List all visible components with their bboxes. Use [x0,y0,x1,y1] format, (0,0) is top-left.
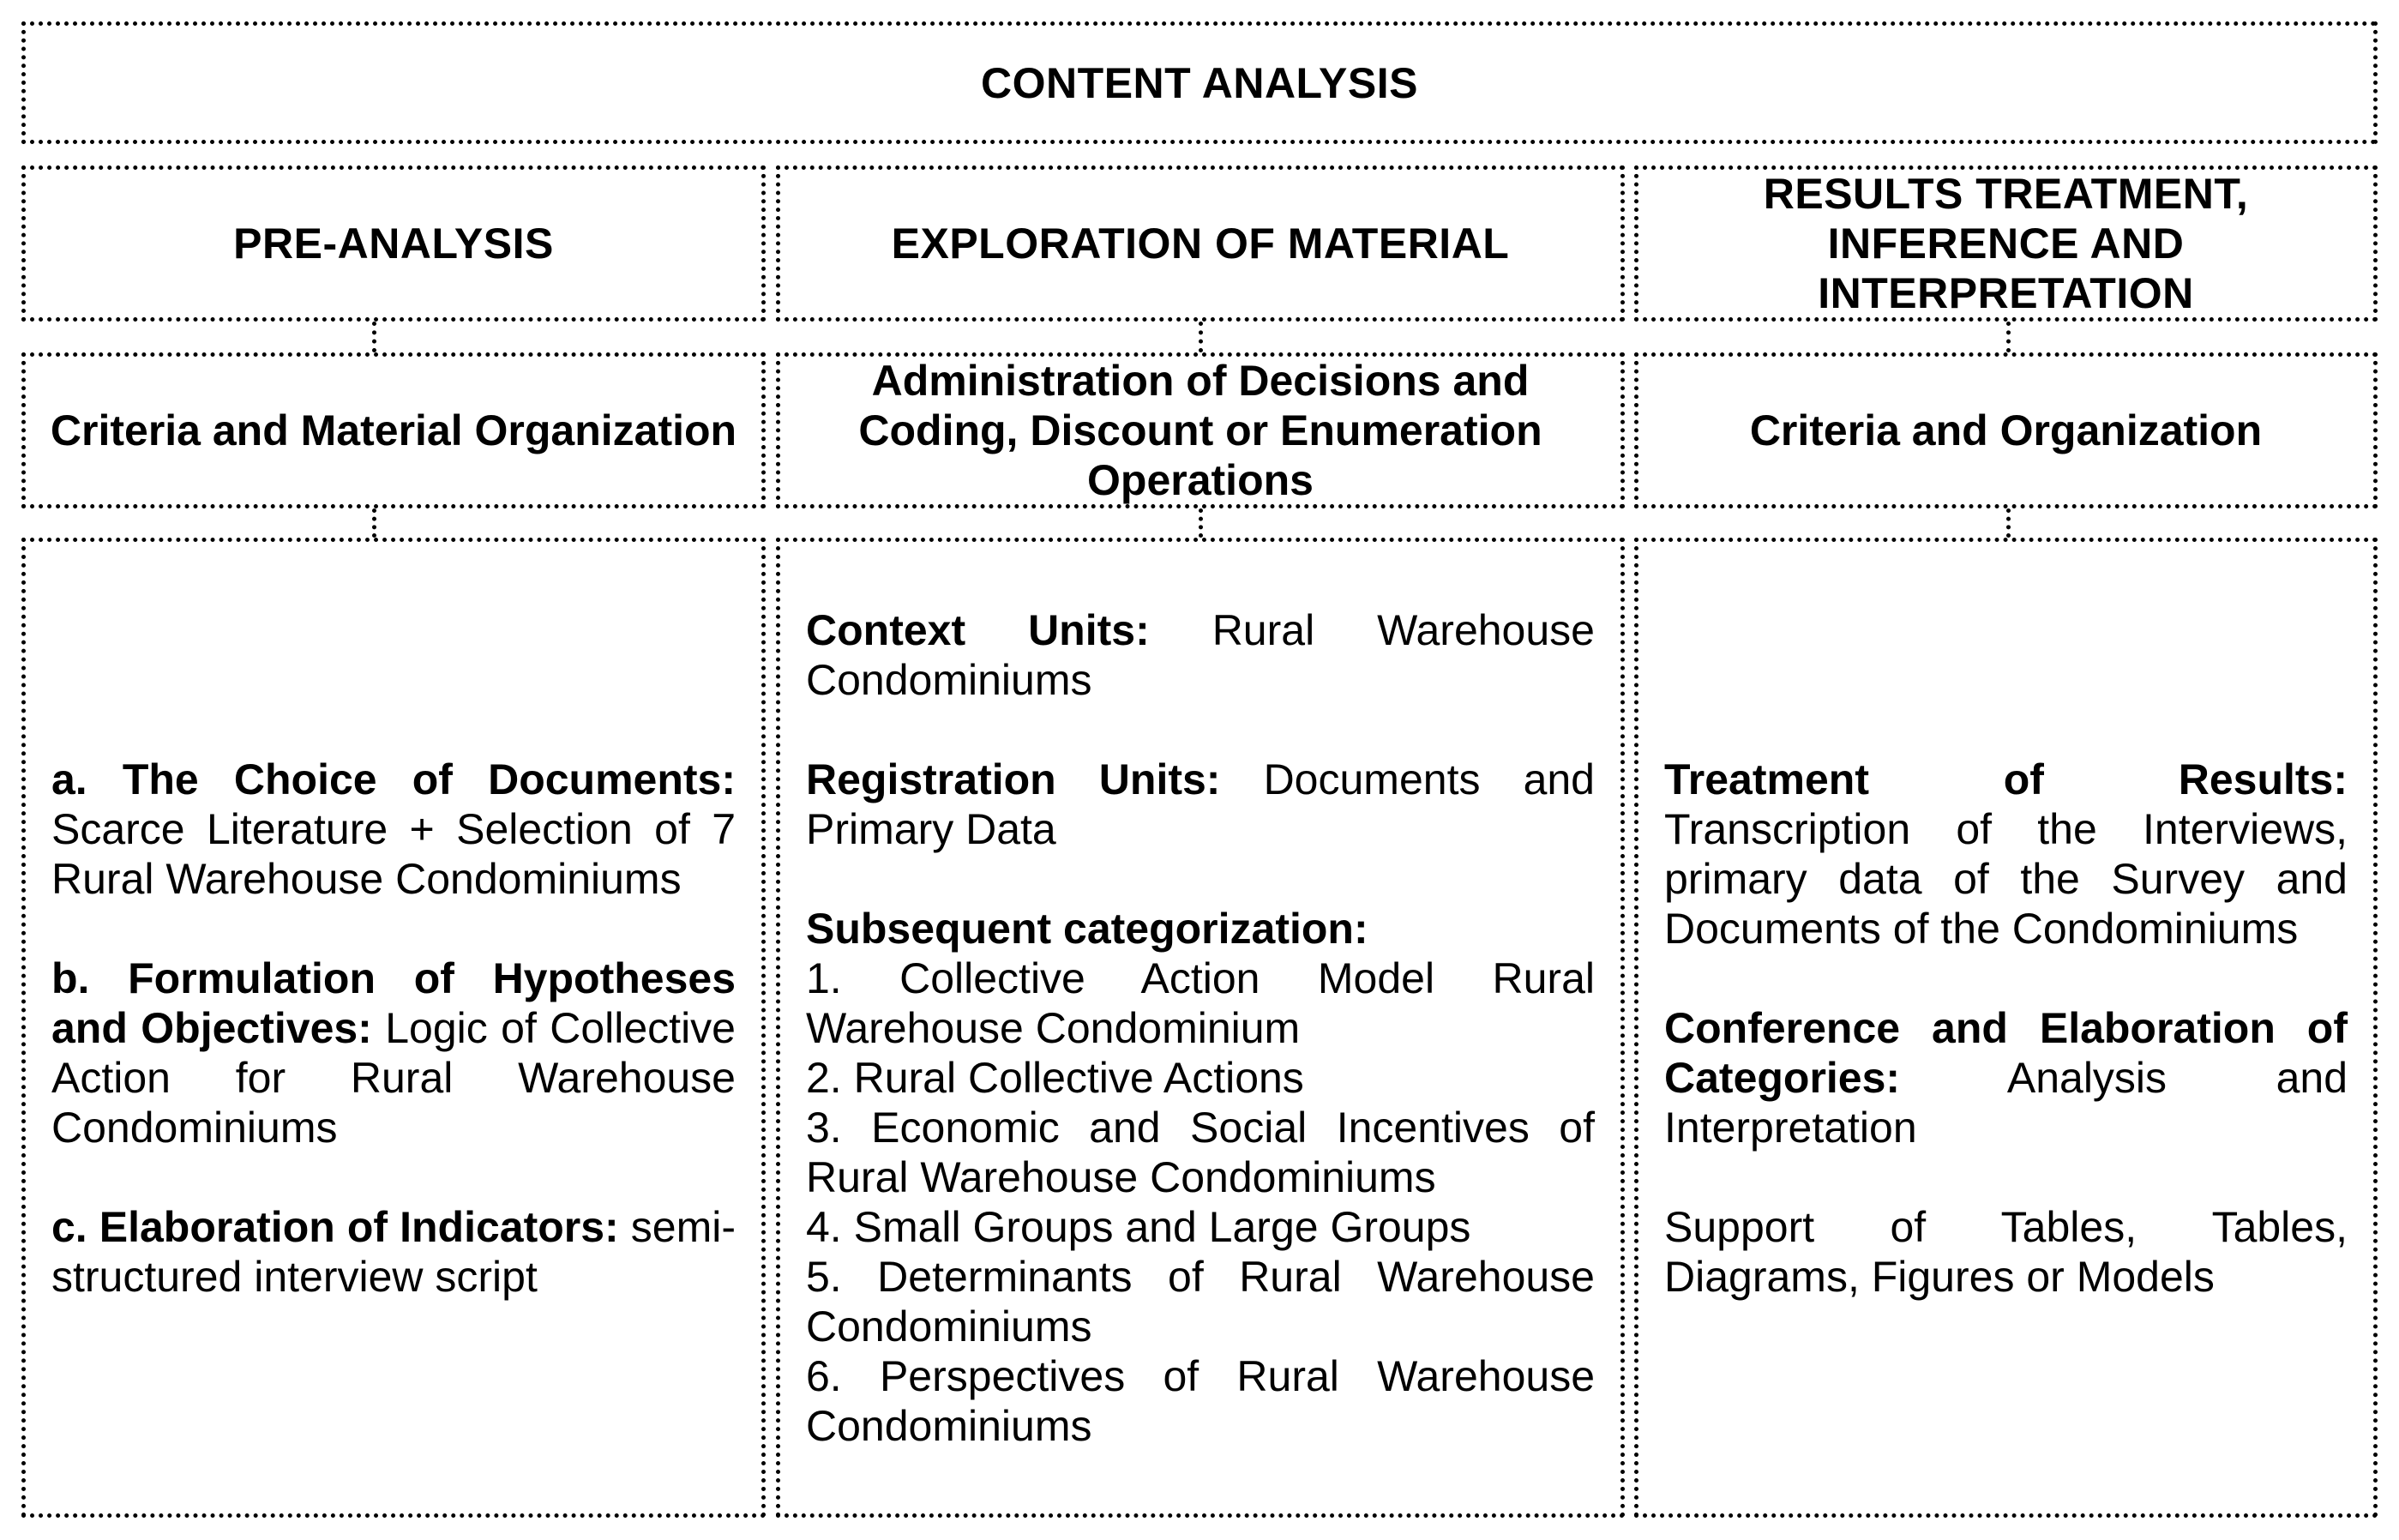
connector-pre-analysis-2 [372,508,376,538]
pre-analysis-item [51,755,736,904]
category-list-item: 6. Perspectives of Rural Warehouse Condominiums [806,1351,1595,1450]
connector-pre-analysis-1 [372,322,376,352]
connector-exploration-1 [1199,322,1203,352]
category-list-item: 2. Rural Collective Actions [806,1053,1304,1102]
item-text: Documents and Primary Data [806,755,1595,853]
exploration-subheading: Administration of Decisions and Coding, Discount or Enumeration Operations [858,357,1542,504]
pre-analysis-subheading: Criteria and Material Organization [50,406,737,454]
item-label: Context Units: [806,605,1150,654]
exploration-item [806,904,1595,953]
category-list-item: 4. Small Groups and Large Groups [806,1202,1471,1251]
results-content-box [1634,538,2378,1518]
exploration-content-box [776,538,1625,1518]
results-heading: RESULTS TREATMENT, INFERENCE AND INTERPRETATION [1763,170,2249,317]
connector-results-1 [2006,322,2011,352]
results-subheading: Criteria and Organization [1749,406,2263,454]
exploration-item [806,605,1595,705]
exploration-heading: EXPLORATION OF MATERIAL [891,220,1510,268]
item-text: Scarce Literature + Selection of 7 Rural Warehouse Condominiums [51,804,736,903]
item-text: Rural Warehouse Condominiums [806,605,1595,704]
results-subheading-box [1634,352,2378,508]
pre-analysis-item [51,1202,736,1302]
results-heading-box [1634,165,2378,322]
diagram-title: CONTENT ANALYSIS [981,58,1418,107]
pre-analysis-heading-box [21,165,766,322]
results-item [1664,1003,2348,1152]
category-list-item: 3. Economic and Social Incentives of Rural Warehouse Condominiums [806,1103,1595,1201]
connector-results-2 [2006,508,2011,538]
item-label: a. The Choice of Documents: [51,755,736,803]
pre-analysis-item [51,953,736,1152]
item-label: Registration Units: [806,755,1221,803]
item-label: Treatment of Results: [1664,755,2348,803]
pre-analysis-subheading-box [21,352,766,508]
category-list-item: 5. Determinants of Rural Warehouse Condominiums [806,1252,1595,1351]
connector-exploration-2 [1199,508,1203,538]
item-text: Support of Tables, Tables, Diagrams, Figures or Models [1664,1202,2348,1301]
content-analysis-title-box [21,21,2378,144]
item-label: Conference and Elaboration of Categories: [1664,1003,2348,1102]
exploration-heading-box [776,165,1625,322]
pre-analysis-content-box [21,538,766,1518]
item-label: Subsequent categorization: [806,904,1368,953]
results-item [1664,1202,2348,1302]
item-text: Logic of Collective Action for Rural Warehouse Condominiums [51,1003,736,1152]
results-item [1664,755,2348,953]
exploration-item [806,755,1595,854]
item-text: semi-structured interview script [51,1202,736,1301]
item-text: Transcription of the Interviews, primary data of the Survey and Documents of the Condominiums [1664,804,2348,953]
pre-analysis-heading: PRE-ANALYSIS [233,220,554,268]
exploration-subheading-box [776,352,1625,508]
category-list-item: 1. Collective Action Model Rural Warehouse Condominium [806,953,1595,1052]
item-label: b. Formulation of Hypotheses and Objectives: [51,953,736,1052]
item-label: c. Elaboration of Indicators: [51,1202,619,1251]
item-text: Analysis and Interpretation [1664,1053,2348,1152]
